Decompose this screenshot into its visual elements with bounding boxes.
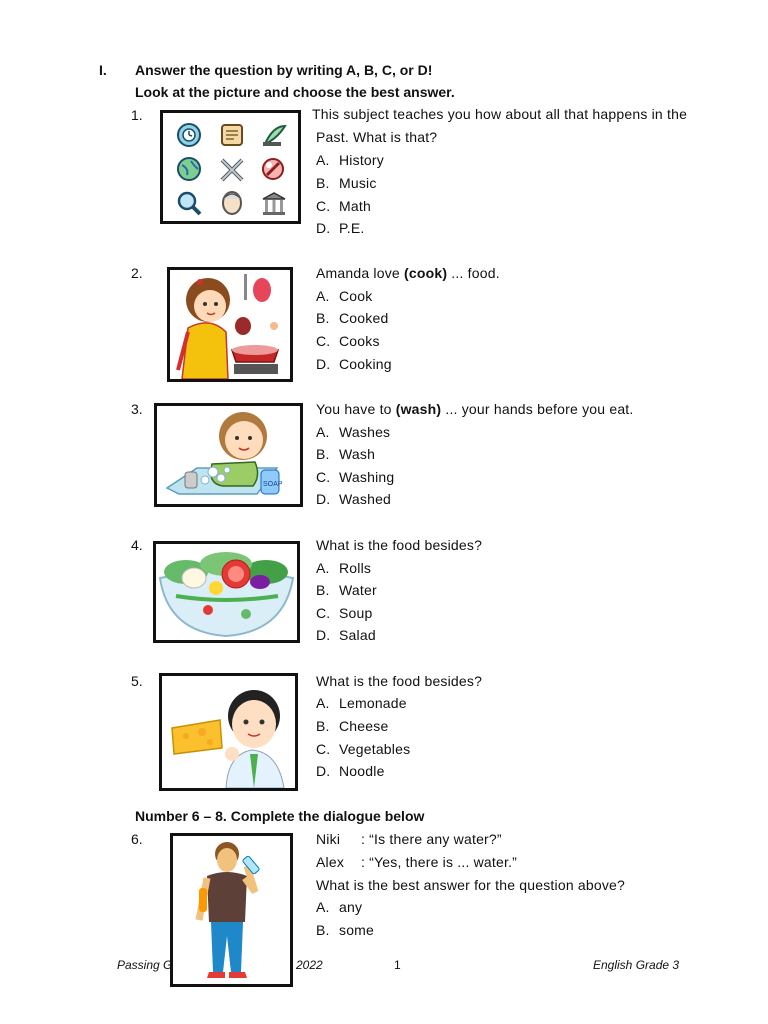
answer-option: A. Cook (316, 288, 373, 304)
boy-with-cheese-picture (159, 673, 298, 791)
question-text: This subject teaches you how about all that happens in the (312, 106, 688, 122)
footer-title: Passing G (117, 958, 173, 972)
answer-option: B. some (316, 922, 375, 938)
section-number: I. (99, 62, 107, 78)
dialogue-line: Alex : “Yes, there is ... water.” (316, 851, 517, 874)
answer-option: D. Noodle (316, 763, 385, 779)
answer-option: A. any (316, 899, 363, 915)
answer-option: A. Rolls (316, 560, 372, 576)
question-number: 2. (131, 265, 143, 281)
speaker-name: Niki (316, 831, 341, 847)
answer-option: C. Washing (316, 469, 395, 485)
question-text: What is the food besides? (316, 537, 483, 553)
answer-option: C. Soup (316, 605, 373, 621)
dialogue-line: Niki : “Is there any water?” (316, 828, 502, 851)
answer-option: B. Water (316, 582, 377, 598)
salad-bowl-picture (153, 541, 300, 643)
question-text: What is the food besides? (316, 673, 483, 689)
answer-option: B. Wash (316, 446, 376, 462)
answer-option: C. Cooks (316, 333, 380, 349)
man-drinking-water-picture (170, 833, 293, 987)
answer-option: B. Cheese (316, 718, 389, 734)
history-icons-picture (160, 110, 301, 224)
answer-option: D. Washed (316, 491, 392, 507)
question-text: What is the best answer for the question above? (316, 877, 626, 893)
question-number: 1. (131, 107, 143, 123)
speaker-name: Alex (316, 854, 345, 870)
answer-option: B. Music (316, 175, 377, 191)
answer-option: A. History (316, 152, 384, 168)
dialogue-heading: Number 6 – 8. Complete the dialogue below (135, 808, 425, 824)
answer-option: D. Salad (316, 627, 376, 643)
question-number: 4. (131, 537, 143, 553)
answer-option: D. P.E. (316, 220, 365, 236)
footer-year: 2022 (296, 958, 323, 972)
boy-washing-hands-picture (154, 403, 303, 507)
page-number: 1 (394, 958, 401, 972)
answer-option: A. Washes (316, 424, 391, 440)
girl-cooking-picture (167, 267, 293, 382)
answer-option: A. Lemonade (316, 695, 407, 711)
question-number: 6. (131, 831, 143, 847)
answer-option: C. Vegetables (316, 741, 411, 757)
footer-subject: English Grade 3 (593, 958, 680, 972)
question-text: You have to (wash) ... your hands before you eat. (316, 401, 634, 417)
section-instruction: Answer the question by writing A, B, C, or D! (135, 62, 433, 78)
question-text: Amanda love (cook) ... food. (316, 265, 500, 281)
answer-option: B. Cooked (316, 310, 389, 326)
question-number: 3. (131, 401, 143, 417)
question-number: 5. (131, 673, 143, 689)
question-text-continued: Past. What is that? (316, 129, 438, 145)
answer-option: C. Math (316, 198, 371, 214)
section-sub-instruction: Look at the picture and choose the best answer. (135, 84, 455, 100)
soap-label: SOAP (263, 481, 283, 488)
answer-option: D. Cooking (316, 356, 392, 372)
